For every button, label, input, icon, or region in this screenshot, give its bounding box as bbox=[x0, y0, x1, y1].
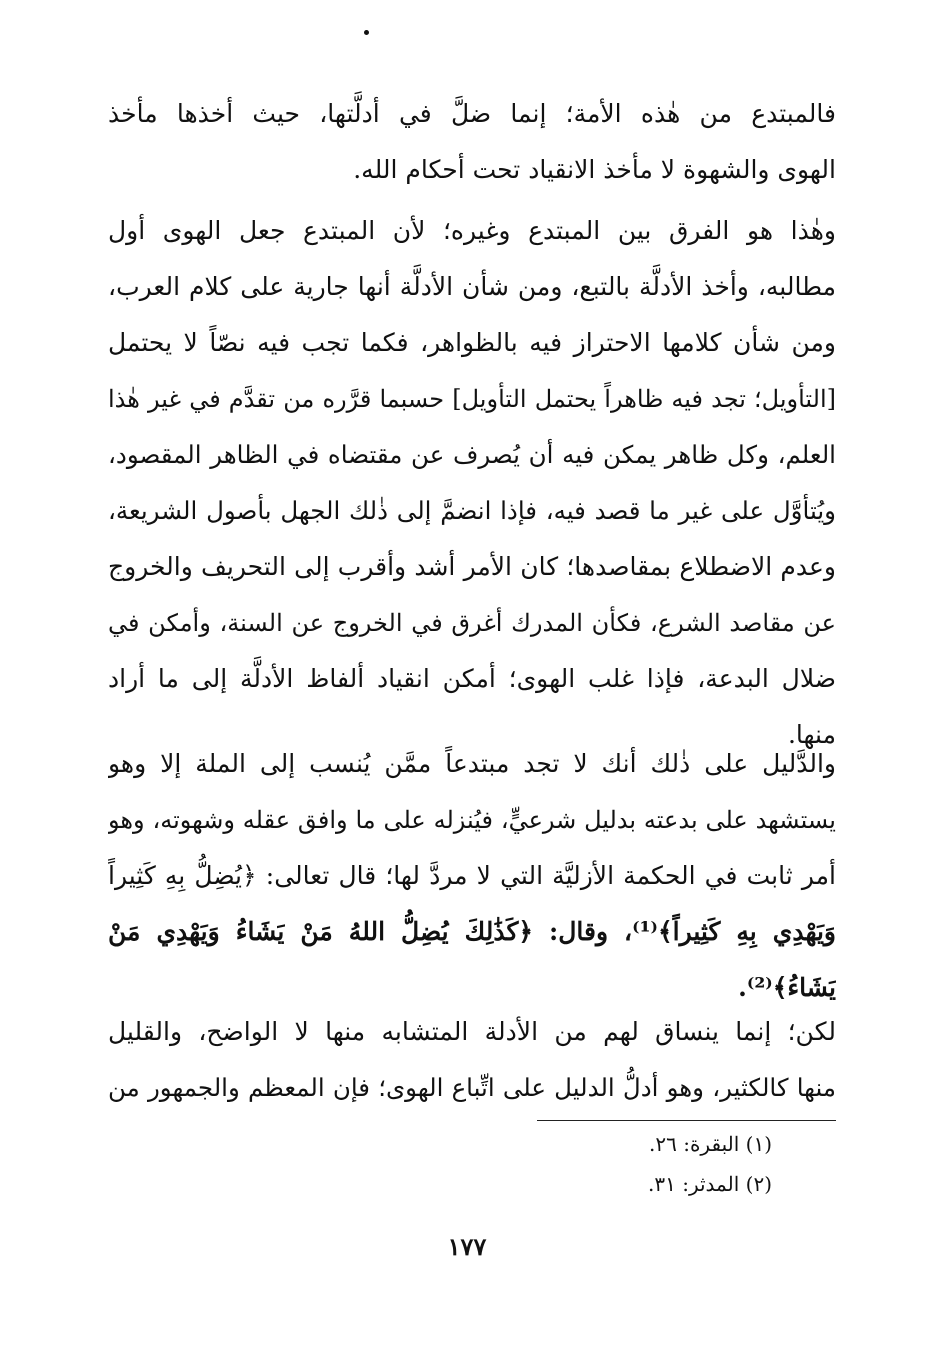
text-line: منها كالكثير، وهو أدلُّ الدليل على اتِّباع الهوى؛ فإن المعظم والجمهور من bbox=[108, 1073, 836, 1102]
text-line: الهوى والشهوة لا مأخذ الانقياد تحت أحكام الله. bbox=[353, 155, 836, 184]
footnotes bbox=[500, 1124, 772, 1204]
text-line: [التأويل؛ تجد فيه ظاهراً يحتمل التأويل] حسبما قرَّره من تقدَّم في غير هٰذا bbox=[108, 385, 836, 413]
footnote-2: (٢) المدثر: ٣١. bbox=[648, 1172, 772, 1196]
page-number: ١٧٧ bbox=[447, 1232, 487, 1261]
top-mark bbox=[364, 30, 369, 35]
footnote-separator bbox=[537, 1120, 836, 1121]
quran-verse-line: يَشَاءُ﴾⁽²⁾. bbox=[738, 973, 836, 1002]
text-line: العلم، وكل ظاهر يمكن فيه أن يُصرف عن مقتضاه في الظاهر المقصود، bbox=[108, 440, 836, 469]
footnote-1: (١) البقرة: ٢٦. bbox=[649, 1132, 772, 1156]
paragraph-3 bbox=[108, 736, 836, 1016]
text-line: مطالبه، وأخذ الأدلَّة بالتبع، ومن شأن الأدلَّة أنها جارية على كلام العرب، bbox=[108, 272, 836, 301]
text-line: والدَّليل على ذٰلك أنك لا تجد مبتدعاً ممَّن يُنسب إلى الملة إلا وهو bbox=[108, 749, 836, 778]
paragraph-2 bbox=[108, 203, 836, 763]
text-line: عن مقاصد الشرع، فكأن المدرك أغرق في الخروج عن السنة، وأمكن في bbox=[108, 609, 836, 637]
text-line: وعدم الاضطلاع بمقاصدها؛ كان الأمر أشد وأقرب إلى التحريف والخروج bbox=[108, 552, 836, 581]
text-line: منها. bbox=[787, 720, 836, 749]
paragraph-1 bbox=[108, 86, 836, 198]
text-line: يستشهد على بدعته بدليل شرعيٍّ، فيُنزله على ما وافق عقله وشهوته، وهو bbox=[108, 806, 836, 834]
text-line: فالمبتدع من هٰذه الأمة؛ إنما ضلَّ في أدلَّتها، حيث أخذها مأخذ bbox=[108, 99, 836, 128]
text-line: ويُتأوَّل على غير ما قصد فيه، فإذا انضمَّ إلى ذٰلك الجهل بأصول الشريعة، bbox=[108, 496, 836, 525]
quran-verse-line: وَيَهْدِي بِهِ كَثِيراً﴾⁽¹⁾، وقال: ﴿كَذَٰلِكَ يُضِلُّ اللهُ مَنْ يَشَاءُ وَيَهْدِي مَنْ bbox=[108, 917, 836, 946]
paragraph-4 bbox=[108, 1004, 836, 1116]
text-line: أمر ثابت في الحكمة الأزليَّة التي لا مردَّ لها؛ قال تعالى: ﴿يُضِلُّ بِهِ كَثِيراً bbox=[108, 861, 836, 890]
text-line: ضلال البدعة، فإذا غلب الهوى؛ أمكن انقياد ألفاظ الأدلَّة إلى ما أراد bbox=[108, 664, 836, 693]
text-line: ومن شأن كلامها الاحتراز فيه بالظواهر، فكما تجب فيه نصّاً لا يحتمل bbox=[108, 328, 836, 357]
text-line: لكن؛ إنما ينساق لهم من الأدلة المتشابه منها لا الواضح، والقليل bbox=[108, 1017, 836, 1046]
text-line: وهٰذا هو الفرق بين المبتدع وغيره؛ لأن المبتدع جعل الهوى أول bbox=[108, 216, 836, 245]
